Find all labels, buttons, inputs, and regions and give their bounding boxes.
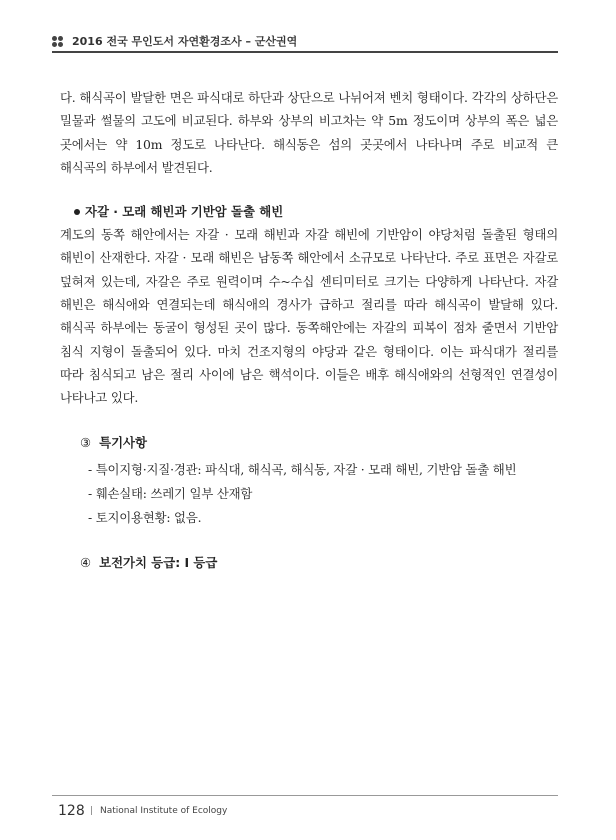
grade-heading [60, 552, 558, 574]
section-heading [60, 201, 558, 223]
section-heading-text: 자갈 · 모래 해빈과 기반암 돌출 해빈 [85, 204, 284, 220]
special-heading [60, 432, 558, 454]
list-item: - 특이지형·지질·경관: 파식대, 해식곡, 해식동, 자갈 · 모래 해빈, 기반암 돌출 해빈 [88, 461, 517, 477]
header-title: 2016 전국 무인도서 자연환경조사 – 군산권역 [72, 35, 298, 48]
list-item: - 토지이용현황: 없음. [88, 509, 202, 525]
footer-separator: | [90, 806, 94, 816]
intro-paragraph: 다. 해식곡이 발달한 면은 파식대로 하단과 상단으로 나뉘어져 벤치 형태이다. 각각의 상하단은 밀물과 썰물의 고도에 비교된다. 하부와 상부의 비고차는 약 5m 정도이며 상부의 폭은 넓은 곳에서는 약 10m 정도로 나타난다. 해식동은 섬의 곳곳에서 나타나며 주로 비교적 큰 해식곡의 하부에서 발견된다. [60, 90, 558, 175]
page-footer [52, 795, 558, 825]
list-item: - 훼손실태: 쓰레기 일부 산재함 [88, 485, 253, 501]
grade-heading-text: 보전가치 등급: Ⅰ 등급 [99, 554, 218, 570]
grade-number: ④ [80, 554, 92, 570]
bullet-icon [74, 209, 80, 215]
header-rule [52, 51, 558, 53]
special-number: ③ [80, 434, 92, 450]
special-list [60, 458, 558, 530]
page-number: 128 [58, 803, 85, 819]
footer-rule [52, 795, 558, 796]
section-paragraph: 계도의 동쪽 해안에서는 자갈 · 모래 해빈과 자갈 해빈에 기반암이 야당처럼 돌출된 형태의 해빈이 산재한다. 자갈 · 모래 해빈은 남동쪽 해안에서 소규모로 나타난다. 주로 표면은 자갈로 덮혀져 있는데, 자갈은 주로 원력이며 수~수십 센티미터로 크기는 다양하게 나타난다. 자갈 해빈은 해식애와 연결되는데 해식애의 경사가 급하고 절리를 따라 해식곡이 발달해 있다. 해식곡 하부에는 동굴이 형성된 곳이 많다. 동쪽해안에는 자갈의 피복이 점차 줄면서 기반암 침식 지형이 돌출되어 있다. 마치 건조지형의 야당과 같은 형태이다. 이는 파식대가 절리를 따라 침식되고 남은 절리 사이에 남은 핵석이다. 이들은 배후 해식애와의 선형적인 연결성이 나타나고 있다. [60, 227, 558, 406]
footer-organization: National Institute of Ecology [100, 806, 228, 816]
page-content [60, 86, 558, 574]
header-dots-icon [52, 36, 66, 48]
running-header [52, 28, 558, 52]
special-heading-text: 특기사항 [99, 434, 147, 450]
